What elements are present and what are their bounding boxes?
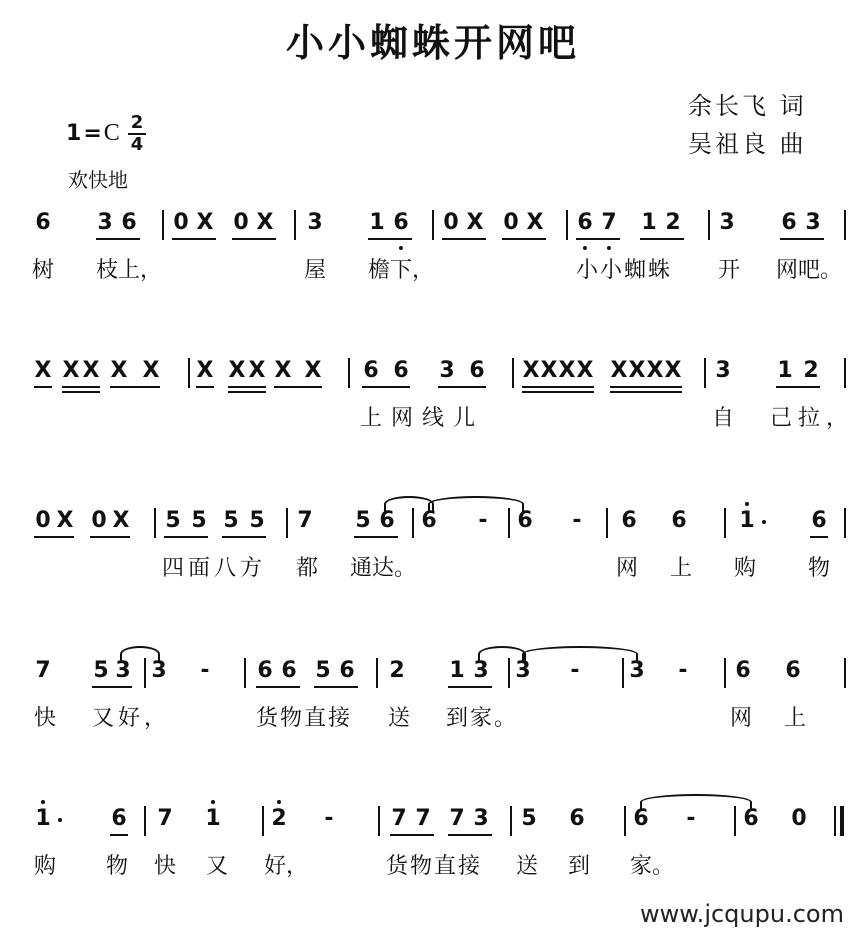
barline xyxy=(734,806,736,836)
note: 6 xyxy=(671,508,687,533)
note: 1 xyxy=(449,658,465,683)
note: 6 xyxy=(633,806,649,831)
rest-x: X xyxy=(576,358,594,383)
note: 6 xyxy=(785,658,801,683)
time-signature-top: 2 xyxy=(130,112,144,133)
note: 3 xyxy=(473,658,489,683)
rest-x: X xyxy=(34,358,52,383)
barline xyxy=(510,806,512,836)
note: 1 xyxy=(369,210,385,235)
barline xyxy=(144,658,146,688)
rest-x: X xyxy=(62,358,80,383)
lyric: 货物直接 xyxy=(386,854,483,879)
note: 2 xyxy=(803,358,819,383)
tempo-marking: 欢快地 xyxy=(68,168,128,192)
time-signature xyxy=(128,114,146,154)
note: 1 xyxy=(205,806,221,831)
lyric: 物 xyxy=(808,556,831,581)
note: 1 xyxy=(35,806,51,831)
lyric: 通达。 xyxy=(350,556,417,581)
rest-x: X xyxy=(540,358,558,383)
barline xyxy=(566,210,568,240)
rest-x: X xyxy=(196,210,214,235)
note: 0 xyxy=(233,210,249,235)
lyric: 上 xyxy=(784,706,807,731)
rest-x: X xyxy=(466,210,484,235)
dash: - xyxy=(478,508,488,533)
barline xyxy=(432,210,434,240)
barline xyxy=(508,658,510,688)
note: 0 xyxy=(35,508,51,533)
note: 3 xyxy=(97,210,113,235)
note: 6 xyxy=(379,508,395,533)
note: 6 xyxy=(363,358,379,383)
barline xyxy=(844,658,846,688)
barline xyxy=(244,658,246,688)
rest-x: X xyxy=(522,358,540,383)
note: 3 xyxy=(473,806,489,831)
lyric: 己拉， xyxy=(770,406,855,431)
final-barline-thick xyxy=(840,806,844,836)
lyric: 家。 xyxy=(630,854,675,879)
note: 6 xyxy=(421,508,437,533)
note: 6 xyxy=(469,358,485,383)
dash: - xyxy=(686,806,696,831)
lyric: 快 xyxy=(154,854,177,879)
lyric: 开 xyxy=(718,258,741,283)
lyric: 上 xyxy=(670,556,693,581)
key-degree: 1 xyxy=(66,121,82,146)
score-row-3 xyxy=(0,508,866,648)
note: 2 xyxy=(665,210,681,235)
note: 1 xyxy=(777,358,793,383)
note: 3 xyxy=(307,210,323,235)
note: 6 xyxy=(35,210,51,235)
note: 3 xyxy=(515,658,531,683)
lyric: 又 xyxy=(206,854,229,879)
barline xyxy=(508,508,510,538)
note: 6 xyxy=(735,658,751,683)
note: 3 xyxy=(719,210,735,235)
lyric: 购 xyxy=(734,556,757,581)
note: 2 xyxy=(271,806,287,831)
rest-x: X xyxy=(304,358,322,383)
rest-x: X xyxy=(110,358,128,383)
note: 6 xyxy=(621,508,637,533)
lyric: 物 xyxy=(106,854,129,879)
barline xyxy=(844,508,846,538)
barline xyxy=(144,806,146,836)
lyric: 网 xyxy=(730,706,753,731)
lyric: 到家。 xyxy=(446,706,519,731)
rest-x: X xyxy=(256,210,274,235)
note: 7 xyxy=(415,806,431,831)
rest-x: X xyxy=(610,358,628,383)
dash: - xyxy=(200,658,210,683)
rest-x: X xyxy=(664,358,682,383)
lyric: 网吧。 xyxy=(776,258,843,283)
note: 5 xyxy=(315,658,331,683)
final-barline-thin xyxy=(834,806,836,836)
rest-x: X xyxy=(142,358,160,383)
note: 3 xyxy=(115,658,131,683)
lyric: 到 xyxy=(568,854,591,879)
barline xyxy=(704,358,706,388)
rest-x: X xyxy=(274,358,292,383)
watermark: www.jcqupu.com xyxy=(640,900,844,928)
note: 5 xyxy=(165,508,181,533)
note: 6 xyxy=(781,210,797,235)
note: 3 xyxy=(715,358,731,383)
lyric: 小小蜘蛛 xyxy=(576,258,673,283)
barline xyxy=(348,358,350,388)
lyric: 枝上， xyxy=(96,258,163,283)
rest-x: X xyxy=(646,358,664,383)
barline xyxy=(188,358,190,388)
barline xyxy=(412,508,414,538)
barline xyxy=(708,210,710,240)
barline xyxy=(154,508,156,538)
note: 7 xyxy=(601,210,617,235)
lyric: 又好， xyxy=(92,706,171,731)
score-row-4 xyxy=(0,658,866,798)
note: 3 xyxy=(805,210,821,235)
note: 6 xyxy=(111,806,127,831)
note: 6 xyxy=(393,358,409,383)
barline xyxy=(724,508,726,538)
note: 5 xyxy=(93,658,109,683)
lyric: 购 xyxy=(34,854,57,879)
barline xyxy=(512,358,514,388)
note: 3 xyxy=(629,658,645,683)
dash: - xyxy=(324,806,334,831)
dash: - xyxy=(572,508,582,533)
barline xyxy=(606,508,608,538)
note: 7 xyxy=(391,806,407,831)
barline xyxy=(724,658,726,688)
note: 6 xyxy=(121,210,137,235)
note: 0 xyxy=(91,508,107,533)
lyric: 上网线儿 xyxy=(360,406,485,431)
composer-credit: 吴祖良 曲 xyxy=(688,130,807,158)
note: 6 xyxy=(257,658,273,683)
note: 6 xyxy=(517,508,533,533)
key-note: C xyxy=(103,120,120,146)
barline xyxy=(844,358,846,388)
note: 0 xyxy=(791,806,807,831)
time-signature-bottom: 4 xyxy=(130,134,144,155)
lyricist-credit: 余长飞 词 xyxy=(688,92,807,120)
lyric: 屋 xyxy=(304,258,327,283)
note: 5 xyxy=(521,806,537,831)
note: 7 xyxy=(35,658,51,683)
note: 6 xyxy=(569,806,585,831)
lyric: 网 xyxy=(616,556,639,581)
lyric: 自 xyxy=(712,406,735,431)
lyric: 送 xyxy=(516,854,539,879)
rest-x: X xyxy=(526,210,544,235)
note: 1 xyxy=(641,210,657,235)
lyric: 好， xyxy=(264,854,309,879)
lyric: 檐下， xyxy=(368,258,435,283)
rest-x: X xyxy=(112,508,130,533)
dash: - xyxy=(678,658,688,683)
song-title: 小小蜘蛛开网吧 xyxy=(285,21,580,65)
note: 0 xyxy=(443,210,459,235)
rest-x: X xyxy=(248,358,266,383)
note: 0 xyxy=(173,210,189,235)
note: 5 xyxy=(223,508,239,533)
note: 6 xyxy=(577,210,593,235)
barline xyxy=(262,806,264,836)
rest-x: X xyxy=(628,358,646,383)
rest-x: X xyxy=(228,358,246,383)
note: 6 xyxy=(743,806,759,831)
rest-x: X xyxy=(82,358,100,383)
rest-x: X xyxy=(56,508,74,533)
barline xyxy=(294,210,296,240)
barline xyxy=(624,806,626,836)
score-row-2 xyxy=(0,358,866,498)
note: 7 xyxy=(297,508,313,533)
note: 2 xyxy=(389,658,405,683)
note: 6 xyxy=(811,508,827,533)
note: 7 xyxy=(449,806,465,831)
barline xyxy=(376,658,378,688)
note: 6 xyxy=(393,210,409,235)
note: 5 xyxy=(191,508,207,533)
note: 3 xyxy=(151,658,167,683)
lyric: 送 xyxy=(388,706,411,731)
lyric: 货物直接 xyxy=(256,706,353,731)
lyric: 快 xyxy=(34,706,57,731)
lyric: 树 xyxy=(32,258,55,283)
note: 6 xyxy=(339,658,355,683)
note: 6 xyxy=(281,658,297,683)
note: 1 xyxy=(739,508,755,533)
barline xyxy=(378,806,380,836)
rest-x: X xyxy=(196,358,214,383)
barline xyxy=(286,508,288,538)
barline xyxy=(622,658,624,688)
note: 5 xyxy=(249,508,265,533)
dash: - xyxy=(570,658,580,683)
lyric: 四面八方 xyxy=(162,556,267,581)
lyric: 都 xyxy=(296,556,319,581)
barline xyxy=(162,210,164,240)
rest-x: X xyxy=(558,358,576,383)
note: 0 xyxy=(503,210,519,235)
score-row-1 xyxy=(0,210,866,350)
key-signature xyxy=(66,120,120,147)
note: 7 xyxy=(157,806,173,831)
barline xyxy=(844,210,846,240)
note: 3 xyxy=(439,358,455,383)
note: 5 xyxy=(355,508,371,533)
key-equals: = xyxy=(83,121,102,146)
